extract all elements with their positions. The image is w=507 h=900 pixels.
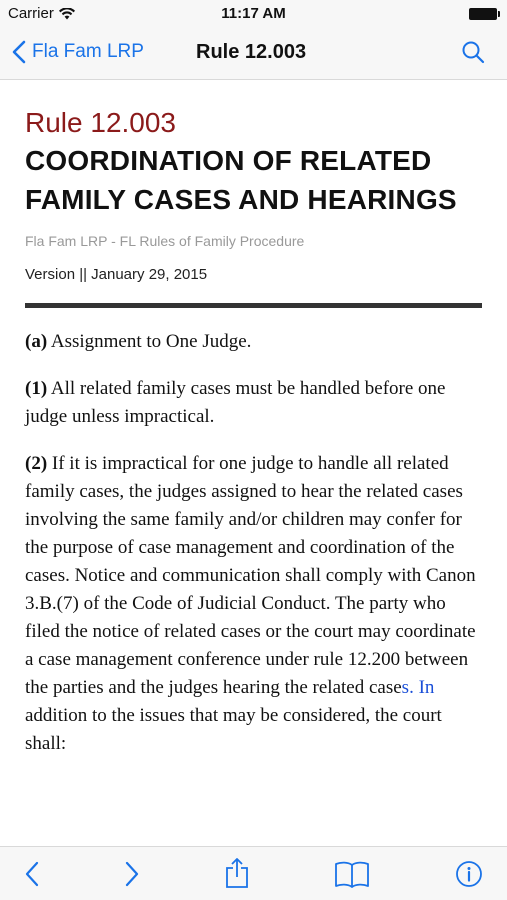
rule-number: Rule 12.003 xyxy=(25,107,177,138)
paragraph-a-label: (a) xyxy=(25,331,48,352)
chevron-left-icon xyxy=(24,860,40,888)
carrier-label: Carrier xyxy=(8,5,54,22)
share-button[interactable] xyxy=(224,857,250,894)
source-label: Fla Fam LRP - FL Rules of Family Procedure xyxy=(25,233,305,249)
book-icon xyxy=(334,860,370,888)
search-button[interactable] xyxy=(461,40,485,69)
search-icon xyxy=(461,40,485,64)
status-time: 11:17 AM xyxy=(221,5,286,22)
status-bar xyxy=(0,0,507,28)
rule-content[interactable] xyxy=(0,80,507,846)
back-button[interactable] xyxy=(12,40,144,64)
share-icon xyxy=(224,857,250,889)
paragraph-a xyxy=(25,328,482,356)
paragraph-2-text-end: addition to the issues that may be considered, the court shall: xyxy=(25,705,442,754)
paragraph-1-label: (1) xyxy=(25,378,48,399)
version-label: Version || January 29, 2015 xyxy=(25,266,208,283)
info-button[interactable] xyxy=(455,860,483,893)
chevron-right-icon xyxy=(124,860,140,888)
paragraph-1 xyxy=(25,375,482,431)
paragraph-2 xyxy=(25,450,482,758)
paragraph-2-label: (2) xyxy=(25,453,48,474)
paragraph-1-text: All related family cases must be handled before one judge unless impractical. xyxy=(25,378,446,427)
navigation-bar xyxy=(0,28,507,80)
paragraph-2-link[interactable]: s. In xyxy=(401,677,435,698)
info-icon xyxy=(455,860,483,888)
bottom-toolbar xyxy=(0,846,507,900)
nav-title: Rule 12.003 xyxy=(196,41,307,63)
paragraph-a-text: Assignment to One Judge. xyxy=(47,331,252,352)
rule-title: COORDINATION OF RELATED FAMILY CASES AND HEARINGS xyxy=(25,145,457,215)
battery-icon xyxy=(469,8,497,20)
previous-button[interactable] xyxy=(24,860,40,893)
paragraph-2-text: If it is impractical for one judge to handle all related family cases, the judges assigned to hear the related cases involving the same family and/or children may confer for the purpose of case management and coordination of the cases. Notice and communication shall comply with Canon 3.B.(7) of the Code of Judicial Conduct. The party who filed the notice of related cases or the court may coordinate a case management conference under rule 12.200 between the parties and the judges hearing the related case xyxy=(25,453,476,698)
next-button[interactable] xyxy=(124,860,140,893)
chevron-left-icon xyxy=(12,40,26,64)
bookmarks-button[interactable] xyxy=(334,860,370,893)
divider xyxy=(25,303,482,308)
back-button-label: Fla Fam LRP xyxy=(32,41,144,62)
